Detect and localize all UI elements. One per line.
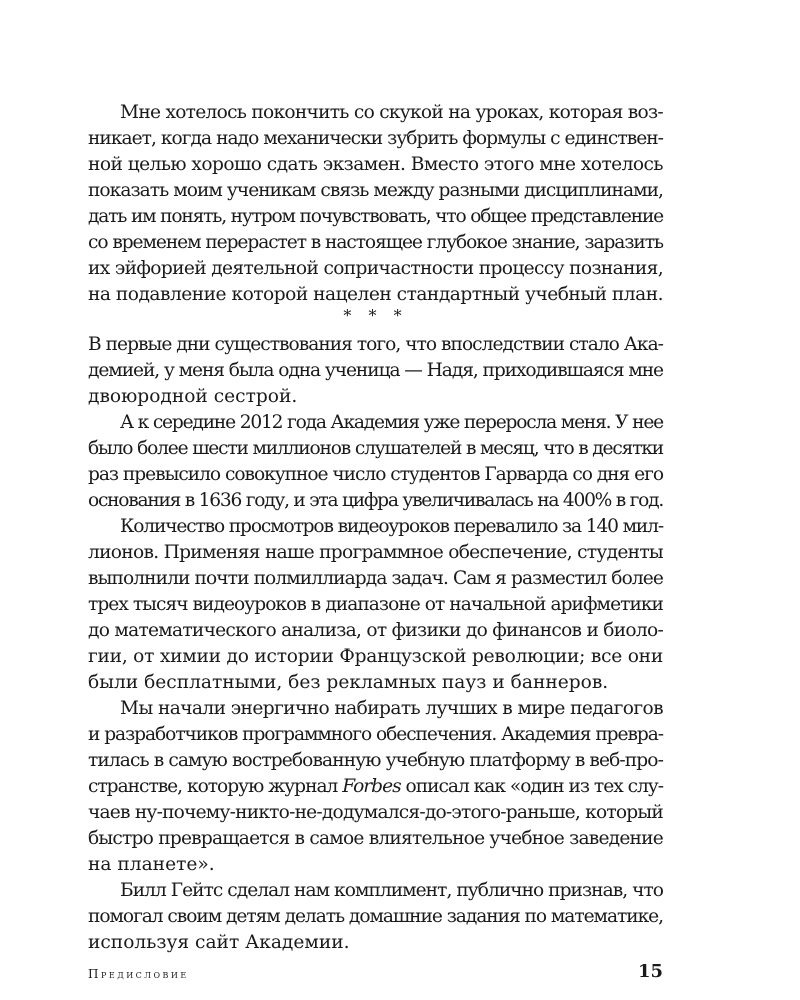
text-line: никает, когда надо механически зубрить формулы с единствен- [88,128,663,149]
text-line: А к середине 2012 года Академия уже переросла меня. У нее [120,412,663,433]
text-line: используя сайт Академии. [88,932,350,953]
text-line: гии, от химии до истории Французской революции; все они [88,646,663,667]
text-line: Количество просмотров видеоуроков перевалило за 140 мил- [120,516,663,537]
text-line: их эйфорией деятельной сопричастности процессу познания, [88,258,663,279]
text-line: чаев ну-почему-никто-не-додумался-до-этого-раньше, который [88,802,663,823]
text-line: В первые дни существования того, что впоследствии стало Ака- [88,334,663,355]
text-line: помогал своим детям делать домашние задания по математике, [88,906,663,927]
text-line: со временем перерастет в настоящее глубокое знание, заразить [88,232,663,253]
text-line: на планете». [88,854,215,875]
page-number: 15 [637,961,663,982]
section-separator: * * * [343,306,408,325]
text-line: тилась в самую востребованную учебную платформу в веб-про- [88,750,663,771]
text-line: ной целью хорошо сдать экзамен. Вместо этого мне хотелось [88,154,663,175]
text-line: трех тысяч видеоуроков в диапазоне от начальной арифметики [88,594,663,615]
text-line: демией, у меня была одна ученица — Надя, приходившаяся мне [88,360,663,381]
running-footer-title: Предисловие [88,967,189,981]
text-line: Билл Гейтс сделал нам комплимент, публично признав, что [120,880,663,901]
text-line: были бесплатными, без рекламных пауз и баннеров. [88,672,609,693]
text-line: и разработчиков программного обеспечения. Академия превра- [88,724,663,745]
text-line: выполнили почти полмиллиарда задач. Сам я разместил более [88,568,663,589]
text-line: быстро превращается в самое влиятельное учебное заведение [88,828,663,849]
text-line: странстве, которую журнал Forbes описал как «один из тех слу- [88,776,664,797]
text-line: показать моим ученикам связь между разными дисциплинами, [88,180,663,201]
text-line: на подавление которой нацелен стандартный учебный план. [88,284,663,305]
text-line: лионов. Применяя наше программное обеспечение, студенты [88,542,663,563]
text-line: было более шести миллионов слушателей в месяц, что в десятки [88,438,663,459]
text-line: Мы начали энергично набирать лучших в мире педагогов [120,698,663,719]
text-line: Мне хотелось покончить со скукой на уроках, которая воз- [120,102,663,123]
text-line: до математического анализа, от физики до финансов и биоло- [88,620,663,641]
text-line: дать им понять, нутром почувствовать, что общее представление [88,206,663,227]
text-line: раз превысило совокупное число студентов Гарварда со дня его [88,464,663,485]
text-line: двоюродной сестрой. [88,386,298,407]
text-line: основания в 1636 году, и эта цифра увеличивалась на 400% в год. [88,490,663,511]
